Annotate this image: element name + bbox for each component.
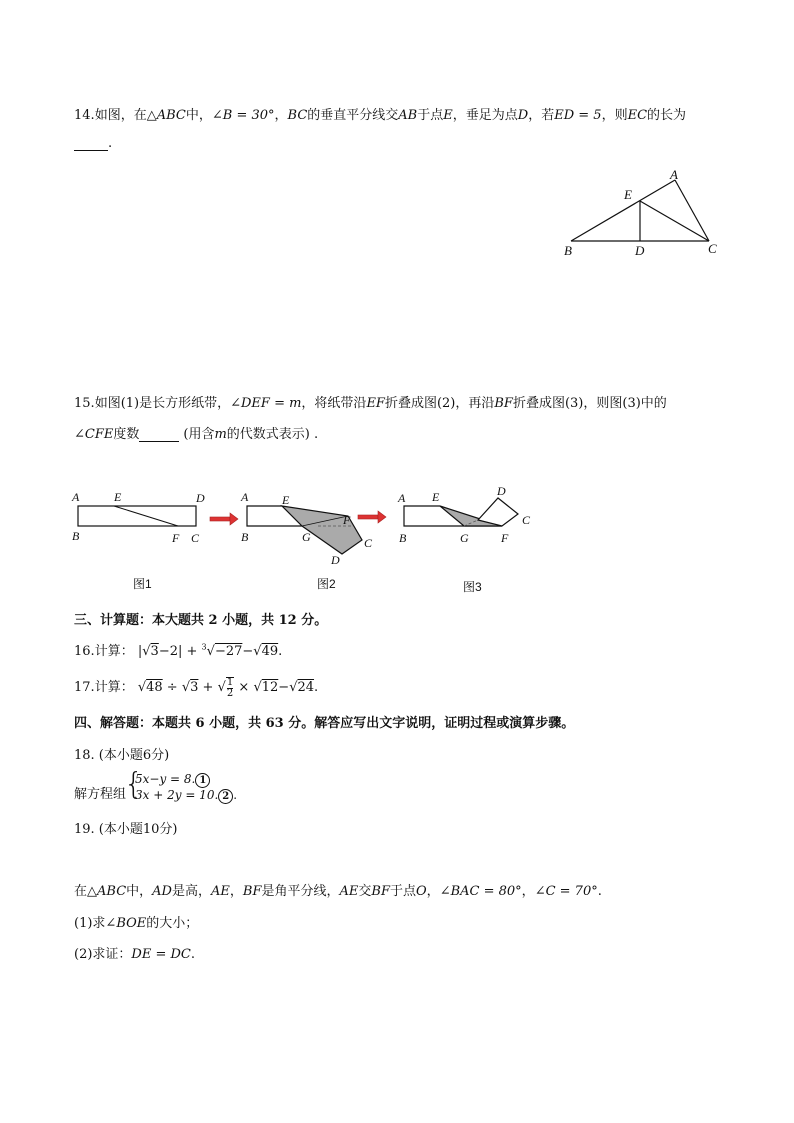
text: 中， [126, 884, 153, 899]
math: −27 [214, 644, 243, 659]
text: 于点 [389, 884, 416, 899]
figure-1-caption: 图1 [133, 577, 152, 591]
label-A: A [670, 167, 678, 182]
arrow-2-icon [358, 511, 386, 523]
brace: { [124, 767, 144, 802]
math: BF [371, 884, 390, 899]
text: 计算： [94, 680, 134, 695]
figure-3-caption: 图3 [463, 580, 482, 594]
label-A: A [241, 490, 249, 504]
figure-2-caption: 图2 [317, 577, 336, 591]
math: △ABC [87, 884, 127, 899]
q19-title: 19. (本小题10分) [74, 822, 178, 837]
text: 是角平分线， [261, 884, 340, 899]
text: 解方程组 [74, 787, 127, 802]
equation-1 [135, 772, 210, 788]
label-F: F [343, 513, 351, 527]
segment-EF [114, 506, 178, 526]
math: 24 [297, 680, 315, 695]
equation-system [124, 767, 324, 812]
math: ∠DEF = m [230, 396, 302, 411]
segment-EC [640, 201, 709, 241]
math: − [242, 644, 254, 659]
math: 3 [201, 642, 207, 652]
math: AE [211, 884, 230, 899]
math: BF [494, 396, 513, 411]
label-B: B [72, 529, 80, 543]
arrow-1-icon [210, 513, 238, 525]
label-B: B [564, 243, 572, 258]
label-E: E [624, 187, 632, 202]
label-E: E [282, 493, 290, 507]
label-D: D [331, 553, 340, 567]
text: 于点 [417, 108, 444, 123]
q19-part1 [74, 912, 198, 931]
q15-line1 [74, 392, 667, 411]
math: AE [339, 884, 359, 899]
math: 48 [146, 680, 163, 695]
circled-number: 2 [218, 789, 233, 804]
label-C: C [191, 531, 200, 545]
q19-part2 [74, 943, 195, 962]
text: . [233, 788, 238, 802]
section-3-heading: 三、计算题：本大题共 2 小题，共 12 分。 [74, 613, 328, 628]
text: 折叠成图(3)，则图(3)中的 [512, 396, 667, 411]
numerator: 1 [226, 676, 234, 688]
text: 度数 [113, 427, 140, 442]
text: ， [426, 884, 440, 899]
math: 12 [261, 680, 279, 695]
math: × [234, 680, 254, 695]
text: . [278, 644, 283, 659]
text: ，将纸带沿 [301, 396, 367, 411]
text: 如图，在 [94, 108, 147, 123]
folded-end [478, 498, 518, 526]
label-B: B [241, 530, 249, 544]
text: 的代数式表示) . [226, 427, 319, 442]
text: . [597, 884, 602, 899]
label-F: F [501, 531, 509, 545]
math: ∠B = 30° [211, 108, 275, 123]
math: ∠CFE [74, 427, 114, 442]
math: m [214, 427, 227, 442]
answer-blank[interactable] [139, 427, 179, 442]
math: | [137, 644, 143, 659]
segment-AC [675, 180, 709, 241]
text: 交 [358, 884, 372, 899]
text: ， [274, 108, 288, 123]
answer-blank[interactable] [74, 136, 108, 151]
math: − [278, 680, 290, 695]
text: 中， [185, 108, 212, 123]
math: BF [242, 884, 262, 899]
label-A: A [398, 491, 406, 505]
text: ，垂足为点 [452, 108, 518, 123]
label-E: E [114, 490, 122, 504]
q15-number: 15. [74, 396, 95, 411]
label-C: C [364, 536, 373, 550]
math: D [517, 108, 529, 123]
math: −2 [158, 644, 178, 659]
text: (1)求 [74, 916, 106, 931]
q18-title: 18. (本小题6分) [74, 748, 170, 763]
math: ED = 5 [554, 108, 602, 123]
math: 3 [190, 680, 199, 695]
label-D: D [635, 243, 645, 258]
math: 5x−y = 8. [135, 772, 196, 786]
segment-BA [571, 180, 675, 241]
label-F: F [172, 531, 180, 545]
q19-line1 [74, 880, 602, 899]
math: AB [398, 108, 418, 123]
math: E [443, 108, 453, 123]
text: ，则 [601, 108, 628, 123]
figure-2 [240, 490, 373, 567]
text: . [108, 136, 113, 151]
math: 3 [150, 644, 159, 659]
label-D: D [196, 491, 205, 505]
text: 折叠成图(2)，再沿 [384, 396, 495, 411]
math: 49 [261, 644, 279, 659]
q16-number: 16. [74, 644, 95, 659]
label-A: A [72, 490, 80, 504]
text: 计算： [94, 644, 134, 659]
math: DE = DC [131, 947, 191, 962]
text: ， [229, 884, 243, 899]
text: ，若 [528, 108, 555, 123]
q16-line: 16.计算： |√3−2| + $^3$√−27−√49. [74, 642, 283, 659]
q14-line1 [74, 104, 686, 123]
text: ， [521, 884, 535, 899]
label-E: E [432, 490, 440, 504]
section-4-heading: 四、解答题：本题共 6 小题，共 63 分。解答应写出文字说明，证明过程或演算步骤。 [74, 716, 575, 731]
text: . [314, 680, 319, 695]
text: (2)求证： [74, 947, 132, 962]
math: | [177, 644, 183, 659]
math: ∠BOE [105, 916, 147, 931]
q17-number: 17. [74, 680, 95, 695]
q15-line2 [74, 423, 318, 442]
label-B: B [399, 531, 407, 545]
math: ∠BAC = 80° [439, 884, 522, 899]
text: 的长为 [647, 108, 687, 123]
text: 在 [74, 884, 88, 899]
math: + [198, 680, 218, 695]
label-C: C [522, 513, 531, 527]
paper-strip [78, 506, 196, 526]
label-D: D [497, 484, 506, 498]
math: EC [627, 108, 648, 123]
math: O [416, 884, 427, 899]
text: 如图(1)是长方形纸带， [94, 396, 231, 411]
text: 是高， [171, 884, 211, 899]
q14-number: 14. [74, 108, 95, 123]
label-C: C [708, 241, 717, 256]
label-G: G [302, 530, 311, 544]
math: △ABC [146, 108, 186, 123]
math: ∠C = 70° [534, 884, 598, 899]
text: 的垂直平分线交 [307, 108, 399, 123]
text: (用含 [183, 427, 215, 442]
math: 3x + 2y = 10. [135, 788, 219, 802]
label-G: G [460, 531, 469, 545]
text: . [190, 947, 196, 962]
equation-2 [135, 788, 237, 804]
math: ÷ [162, 680, 182, 695]
math: BC [287, 108, 308, 123]
text: 的大小； [146, 916, 199, 931]
math: AD [152, 884, 172, 899]
circled-number: 1 [195, 773, 210, 788]
figure-1 [71, 490, 205, 545]
math: EF [366, 396, 385, 411]
q14-triangle-figure [560, 164, 730, 264]
denominator: 2 [226, 687, 234, 699]
math: + [182, 644, 202, 659]
q14-line2 [74, 136, 112, 151]
fraction [226, 677, 234, 699]
figure-3 [397, 484, 531, 545]
q17-line: 17.计算： √48 ÷ √3 + √ $\frac{1}{2}$ × √12−√24. [74, 676, 319, 699]
